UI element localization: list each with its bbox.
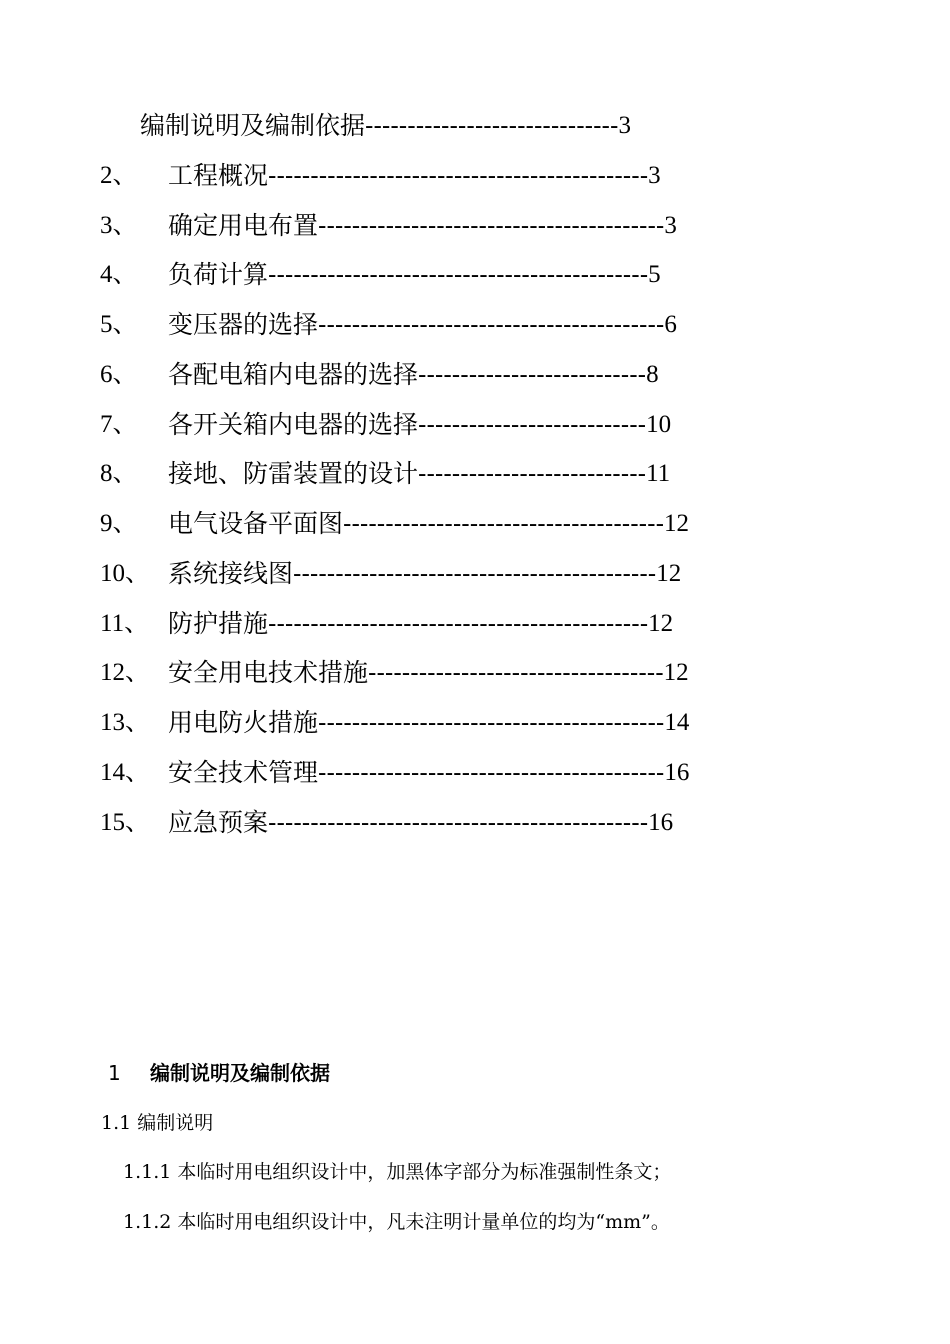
toc-item-leader: -------------------------------------- (343, 509, 665, 538)
section-number: 1 (108, 1061, 121, 1085)
toc-item-title: 确定用电布置 (168, 211, 319, 240)
toc-item-title: 电气设备平面图 (168, 509, 344, 538)
toc-item-title: 防护措施 (168, 609, 269, 638)
toc-item-leader: ----------------------------------------- (318, 708, 665, 737)
toc-item-page: 14 (664, 709, 690, 736)
toc-item-title: 编制说明及编制依据 (140, 111, 366, 140)
toc-item-leader: ----------------------------------- (368, 658, 664, 687)
toc-item-title: 安全技术管理 (168, 758, 319, 787)
toc-item-page: 16 (648, 809, 674, 836)
toc-item-leader: --------------------------------------------- (268, 808, 649, 837)
toc-item-number: 10、 (100, 560, 151, 587)
toc-item-leader: --------------------------- (418, 410, 647, 439)
toc-item-number: 11、 (100, 610, 150, 637)
toc-item-number: 3、 (100, 212, 138, 239)
toc-item-leader: --------------------------------------------- (268, 161, 649, 190)
toc-item-leader: --------------------------- (418, 360, 647, 389)
toc-item-number: 9、 (100, 510, 138, 537)
toc-item-page: 3 (664, 212, 677, 239)
section-heading (108, 1057, 330, 1086)
toc-item-title: 工程概况 (168, 161, 269, 190)
toc-item-page: 12 (648, 610, 674, 637)
toc-item-page: 8 (646, 361, 659, 388)
toc-item-title: 应急预案 (168, 808, 269, 837)
section-title: 编制说明及编制依据 (150, 1061, 330, 1085)
toc-item-leader: ----------------------------------------- (318, 758, 665, 787)
toc-item-page: 5 (648, 261, 661, 288)
toc-item-page: 12 (664, 510, 690, 537)
toc-item-page: 6 (664, 311, 677, 338)
toc-item-number: 4、 (100, 261, 138, 288)
toc-item-title: 安全用电技术措施 (168, 658, 369, 687)
toc-item-page: 12 (663, 659, 689, 686)
toc-item-leader: --------------------------------------------- (268, 260, 649, 289)
toc-item-page: 11 (646, 460, 671, 487)
toc-item-page: 3 (618, 112, 631, 139)
subsection-heading: 1.1 编制说明 (101, 1112, 214, 1134)
toc-item-title: 接地、防雷装置的设计 (168, 459, 419, 488)
paragraph: 1.1.1 本临时用电组织设计中，加黑体字部分为标准强制性条文； (123, 1161, 672, 1183)
toc-item-leader: ------------------------------------------- (293, 559, 657, 588)
toc-item-number: 14、 (100, 759, 151, 786)
toc-item-leader: ------------------------------ (365, 111, 619, 140)
toc-item-leader: ----------------------------------------- (318, 310, 665, 339)
toc-item-title: 用电防火措施 (168, 708, 319, 737)
toc-item-number: 15、 (100, 809, 151, 836)
toc-item-page: 16 (664, 759, 690, 786)
toc-item-leader: --------------------------------------------- (268, 609, 649, 638)
toc-item-number: 13、 (100, 709, 151, 736)
toc-item-title: 各配电箱内电器的选择 (168, 360, 419, 389)
toc-item-leader: --------------------------- (418, 459, 647, 488)
toc-item-title: 负荷计算 (168, 260, 269, 289)
toc-item-number: 2、 (100, 162, 138, 189)
toc-item-page: 10 (646, 411, 672, 438)
toc-item-title: 变压器的选择 (168, 310, 319, 339)
toc-item-number: 8、 (100, 460, 138, 487)
toc-item-number: 6、 (100, 361, 138, 388)
toc-item-leader: ----------------------------------------- (318, 211, 665, 240)
toc-item-page: 3 (648, 162, 661, 189)
toc-item-title: 各开关箱内电器的选择 (168, 410, 419, 439)
toc-item-number: 5、 (100, 311, 138, 338)
toc-item-page: 12 (656, 560, 682, 587)
toc-item-number: 12、 (100, 659, 151, 686)
toc-item-number: 7、 (100, 411, 138, 438)
paragraph: 1.1.2 本临时用电组织设计中，凡未注明计量单位的均为“mm”。 (123, 1211, 670, 1233)
toc-item-title: 系统接线图 (168, 559, 294, 588)
